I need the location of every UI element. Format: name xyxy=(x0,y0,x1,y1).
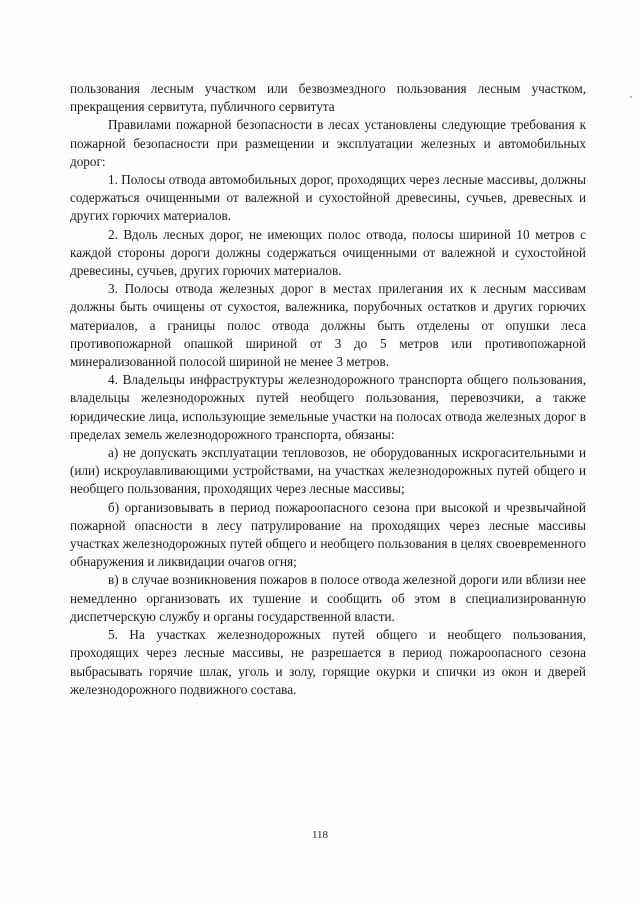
paragraph-intro: Правилами пожарной безопасности в лесах установлены следующие требования к пожарной безопасности при размещении и эксплуатации железных и автомобильных дорог: xyxy=(70,117,586,169)
paragraph-item-4b: б) организовывать в период пожароопасного сезона при высокой и чрезвычайной пожарной опасности в лесу патрулирование на проходящих через лесные массивы участках железнодорожных путей общего и необщего пользования в целях своевременного обнаружения и ликвидации очагов огня; xyxy=(70,499,586,570)
paragraph-item-4: 4. Владельцы инфраструктуры железнодорожного транспорта общего пользования, владельцы железнодорожных путей необщего пользования, перевозчики, а также юридические лица, использующие земельные участки на полосах отвода железных дорог в пределах земель железнодорожного транспорта, обязаны: xyxy=(70,372,586,442)
paragraph-item-4a: а) не допускать эксплуатации тепловозов, не оборудованных искрогасительными и (или) искроулавливающими устройствами, на участках железнодорожных путей общего и необщего пользования, проходящих через лесные массивы; xyxy=(70,445,586,497)
paragraph-item-5: 5. На участках железнодорожных путей общего и необщего пользования, проходящих через лесные массивы, не разрешается в период пожароопасного сезона выбрасывать горячие шлак, уголь и золу, горящие окурки и спички из окон и дверей железнодорожного подвижного состава. xyxy=(70,627,586,697)
body-text xyxy=(70,80,586,699)
scan-mark xyxy=(630,96,632,98)
paragraph-item-4c: в) в случае возникновения пожаров в полосе отвода железной дороги или вблизи нее немедленно организовать их тушение и сообщить об этом в специализированную диспетчерскую службу и органы государственной власти. xyxy=(70,572,587,624)
paragraph-item-3: 3. Полосы отвода железных дорог в местах прилегания их к лесным массивам должны быть очищены от сухостоя, валежника, порубочных остатков и других горючих материалов, а границы полос отвода должны быть отделены от опушки леса противопожарной опашкой шириной от 3 до 5 метров или противопожарной минерализованной полосой шириной не менее 3 метров. xyxy=(70,281,586,370)
paragraph-item-2: 2. Вдоль лесных дорог, не имеющих полос отвода, полосы шириной 10 метров с каждой стороны дороги должны содержаться очищенными от валежной и сухостойной древесины, сучьев, других горючих материалов. xyxy=(70,226,586,279)
paragraph-item-1: 1. Полосы отвода автомобильных дорог, проходящих через лесные массивы, должны содержаться очищенными от валежной и сухостойной древесины, сучьев, древесных и других горючих материалов. xyxy=(70,172,586,224)
paragraph-continuation: пользования лесным участком или безвозмездного пользования лесным участком, прекращения сервитута, публичного сервитута xyxy=(70,81,586,115)
page-number: 118 xyxy=(311,829,329,841)
